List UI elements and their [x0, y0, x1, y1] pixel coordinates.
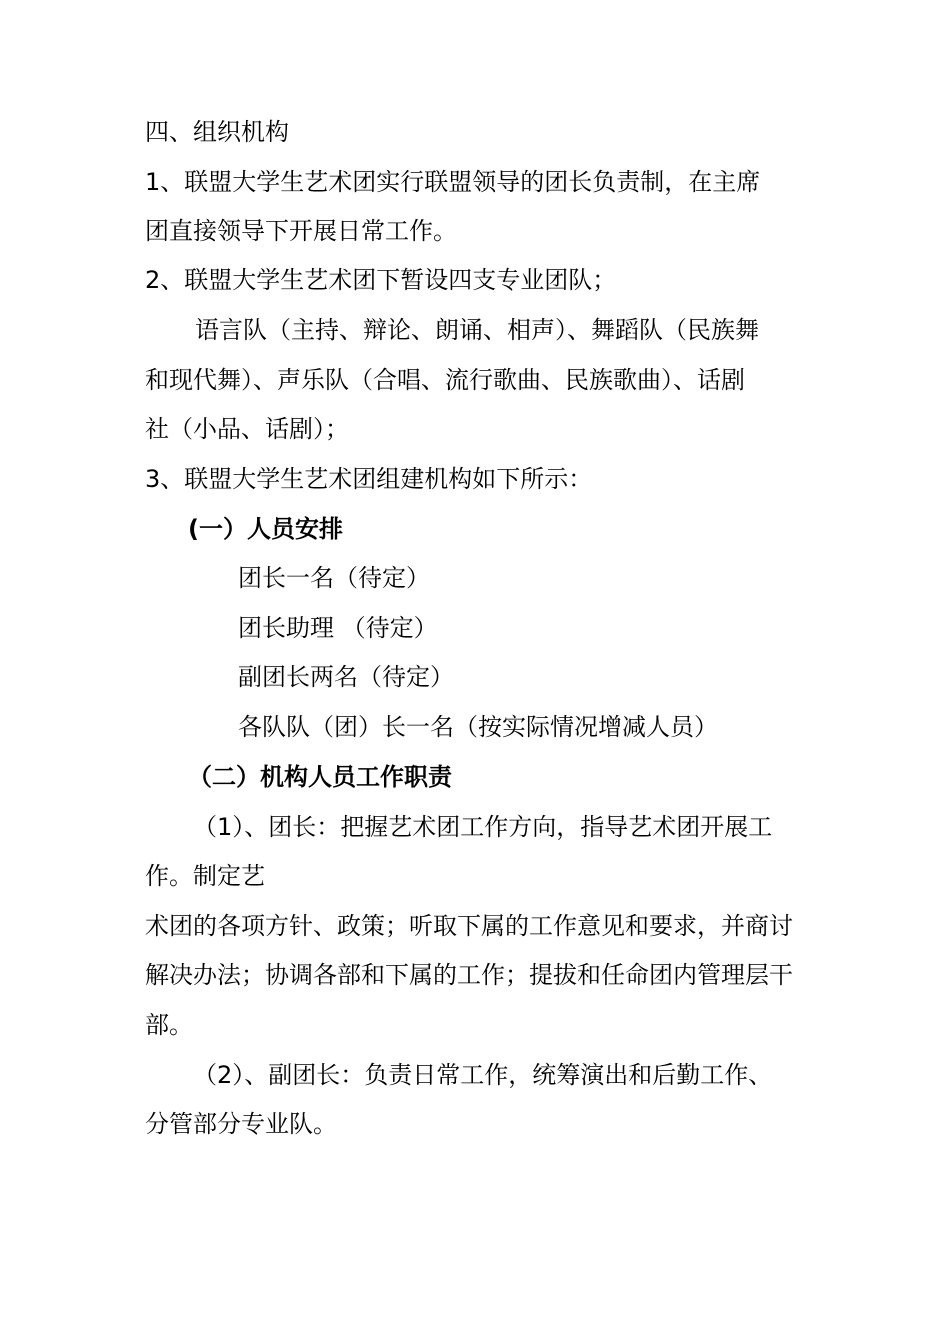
staff-item: 团长助理 （待定） — [238, 614, 438, 642]
paragraph-teams-line3: 社（小品、话剧）； — [145, 415, 349, 443]
paragraph-item3: 3、联盟大学生艺术团组建机构如下所示： — [145, 465, 593, 493]
paragraph-item2: 2、联盟大学生艺术团下暂设四支专业团队； — [145, 266, 617, 294]
paragraph-item1-line1: 1、联盟大学生艺术团实行联盟领导的团长负责制，在主席 — [145, 168, 761, 196]
duty1-line1: （1）、团长：把握艺术团工作方向，指导艺术团开展工 — [193, 813, 773, 841]
staff-item: 团长一名（待定） — [238, 564, 430, 592]
subsection-title-duties: （二）机构人员工作职责 — [188, 763, 452, 791]
staff-item: 副团长两名（待定） — [238, 663, 454, 691]
subsection-title-staffing: (一）人员安排 — [188, 515, 343, 543]
paragraph-teams-line2: 和现代舞）、声乐队（合唱、流行歌曲、民族歌曲）、话剧 — [145, 366, 745, 394]
duty2-line2: 分管部分专业队。 — [145, 1110, 337, 1138]
paragraph-item1-line2: 团直接领导下开展日常工作。 — [145, 217, 457, 245]
section-heading: 四、组织机构 — [145, 118, 289, 146]
staff-item: 各队队（团）长一名（按实际情况增减人员） — [238, 713, 718, 741]
paragraph-teams-line1: 语言队（主持、辩论、朗诵、相声）、舞蹈队（民族舞 — [195, 316, 759, 344]
duty1-line3: 术团的各项方针、政策；听取下属的工作意见和要求，并商讨 — [145, 912, 793, 940]
duty1-line2: 作。制定艺 — [145, 862, 265, 890]
duty2-line1: （2）、副团长：负责日常工作，统筹演出和后勤工作、 — [193, 1061, 773, 1089]
duty1-line5: 部。 — [145, 1011, 193, 1039]
duty1-line4: 解决办法；协调各部和下属的工作；提拔和任命团内管理层干 — [145, 961, 793, 989]
